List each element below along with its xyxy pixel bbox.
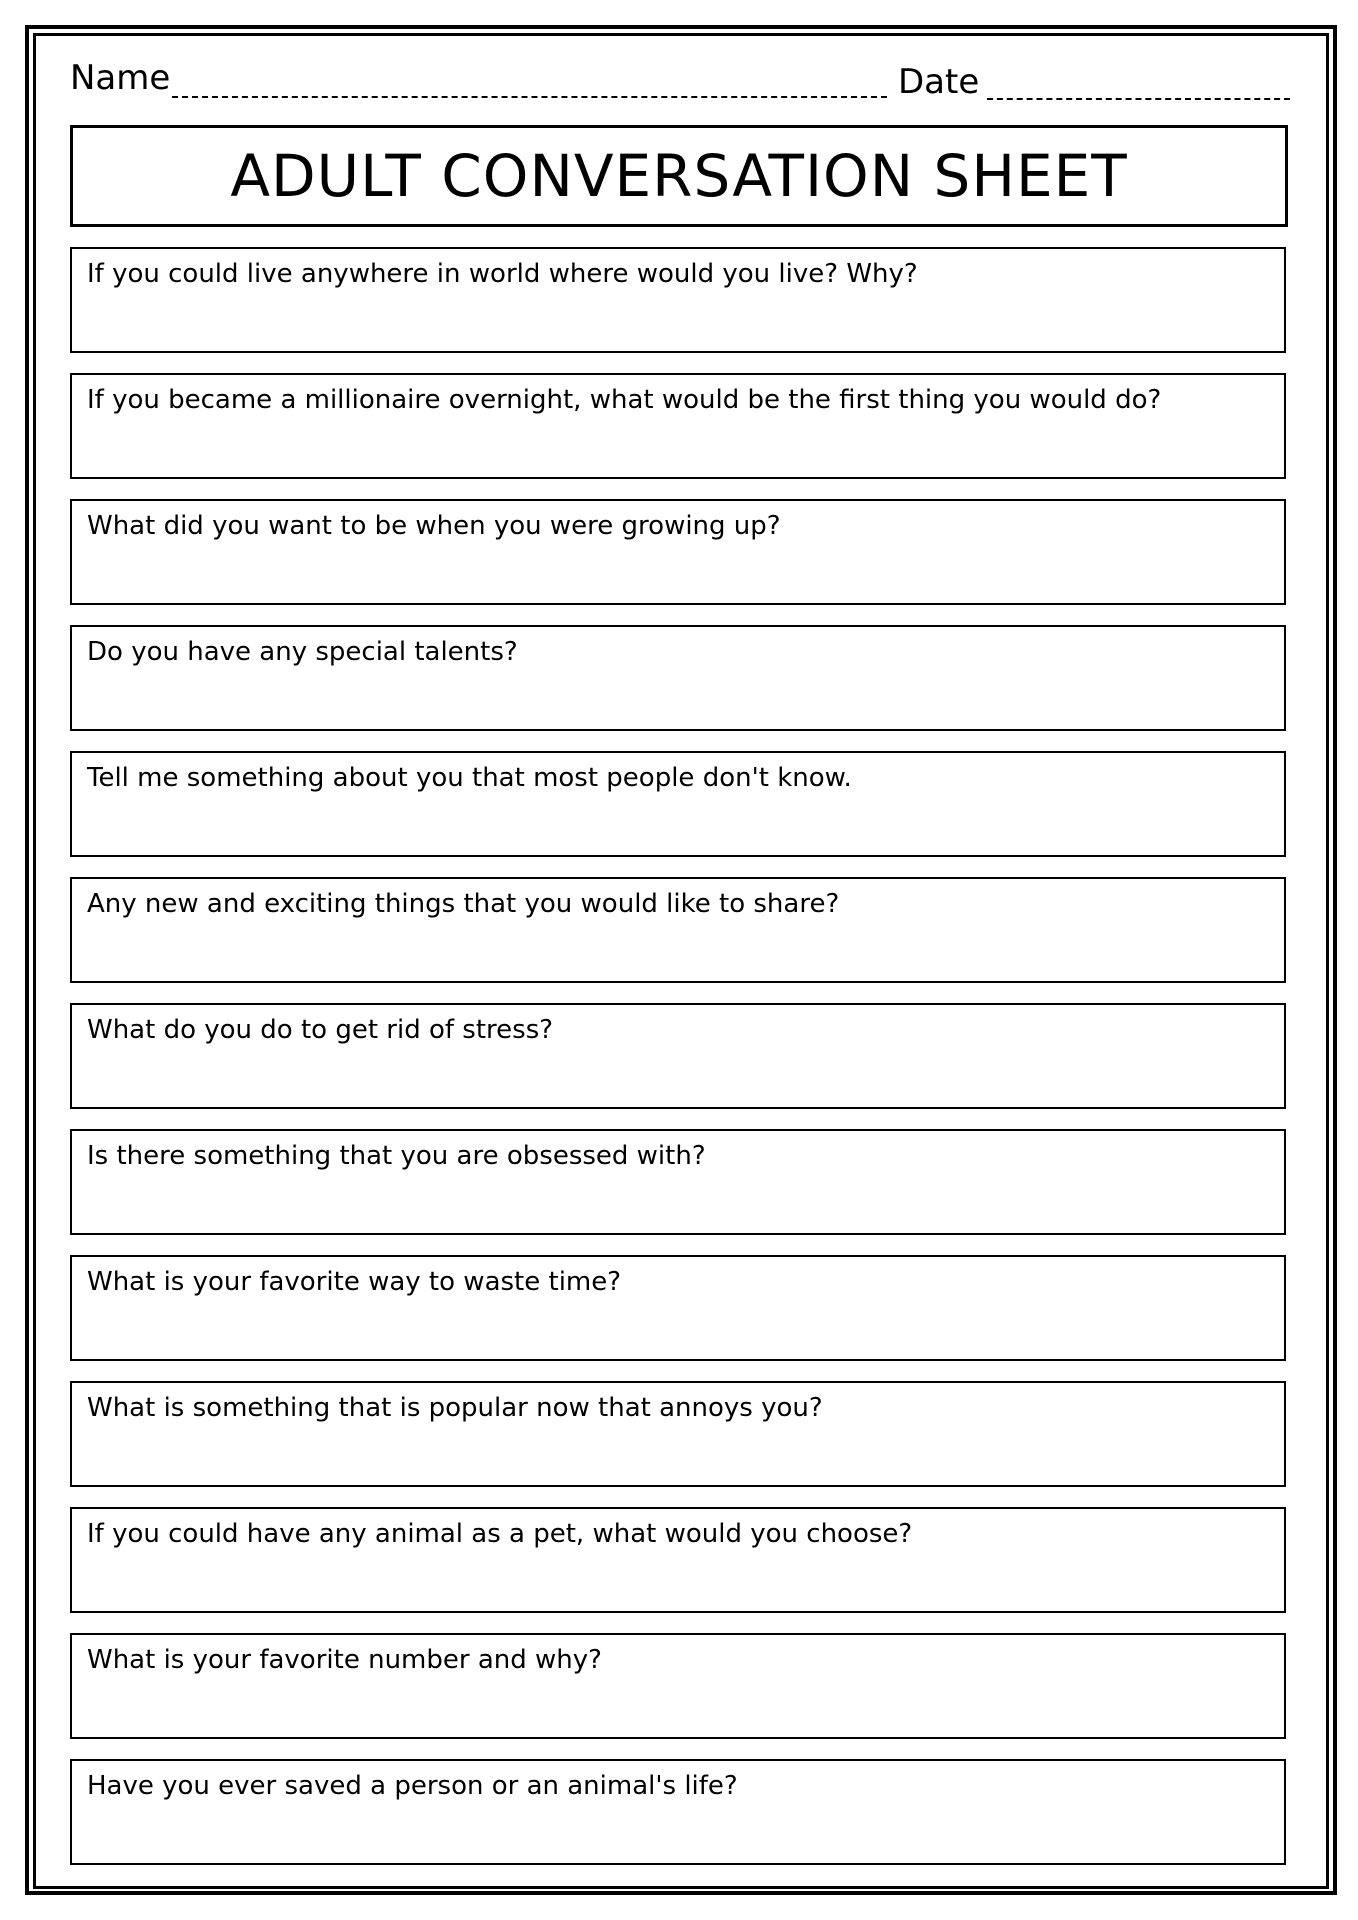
question-box[interactable] [70, 1507, 1286, 1613]
date-field[interactable] [987, 98, 1290, 100]
question-box[interactable] [70, 247, 1286, 353]
page-title: ADULT CONVERSATION SHEET [230, 142, 1128, 210]
question-text: Tell me something about you that most people don't know. [87, 763, 852, 793]
question-box[interactable] [70, 1633, 1286, 1739]
question-text: What did you want to be when you were growing up? [87, 511, 781, 541]
question-box[interactable] [70, 1003, 1286, 1109]
title-box [70, 125, 1288, 227]
question-box[interactable] [70, 751, 1286, 857]
question-text: Have you ever saved a person or an animal's life? [87, 1771, 738, 1801]
question-text: If you became a millionaire overnight, what would be the first thing you would do? [87, 385, 1162, 415]
question-text: Do you have any special talents? [87, 637, 518, 667]
question-list [70, 247, 1288, 1885]
name-label: Name [70, 58, 171, 98]
date-label: Date [898, 62, 980, 102]
question-box[interactable] [70, 625, 1286, 731]
question-text: Any new and exciting things that you would like to share? [87, 889, 840, 919]
question-text: What do you do to get rid of stress? [87, 1015, 554, 1045]
question-box[interactable] [70, 1129, 1286, 1235]
question-box[interactable] [70, 1255, 1286, 1361]
question-text: If you could have any animal as a pet, what would you choose? [87, 1519, 913, 1549]
question-text: What is your favorite way to waste time? [87, 1267, 622, 1297]
question-text: What is your favorite number and why? [87, 1645, 602, 1675]
question-text: What is something that is popular now that annoys you? [87, 1393, 823, 1423]
question-box[interactable] [70, 1759, 1286, 1865]
question-box[interactable] [70, 877, 1286, 983]
name-field[interactable] [172, 96, 887, 98]
question-text: If you could live anywhere in world where would you live? Why? [87, 259, 918, 289]
question-box[interactable] [70, 373, 1286, 479]
question-text: Is there something that you are obsessed with? [87, 1141, 706, 1171]
question-box[interactable] [70, 1381, 1286, 1487]
question-box[interactable] [70, 499, 1286, 605]
name-date-row [70, 58, 1290, 108]
